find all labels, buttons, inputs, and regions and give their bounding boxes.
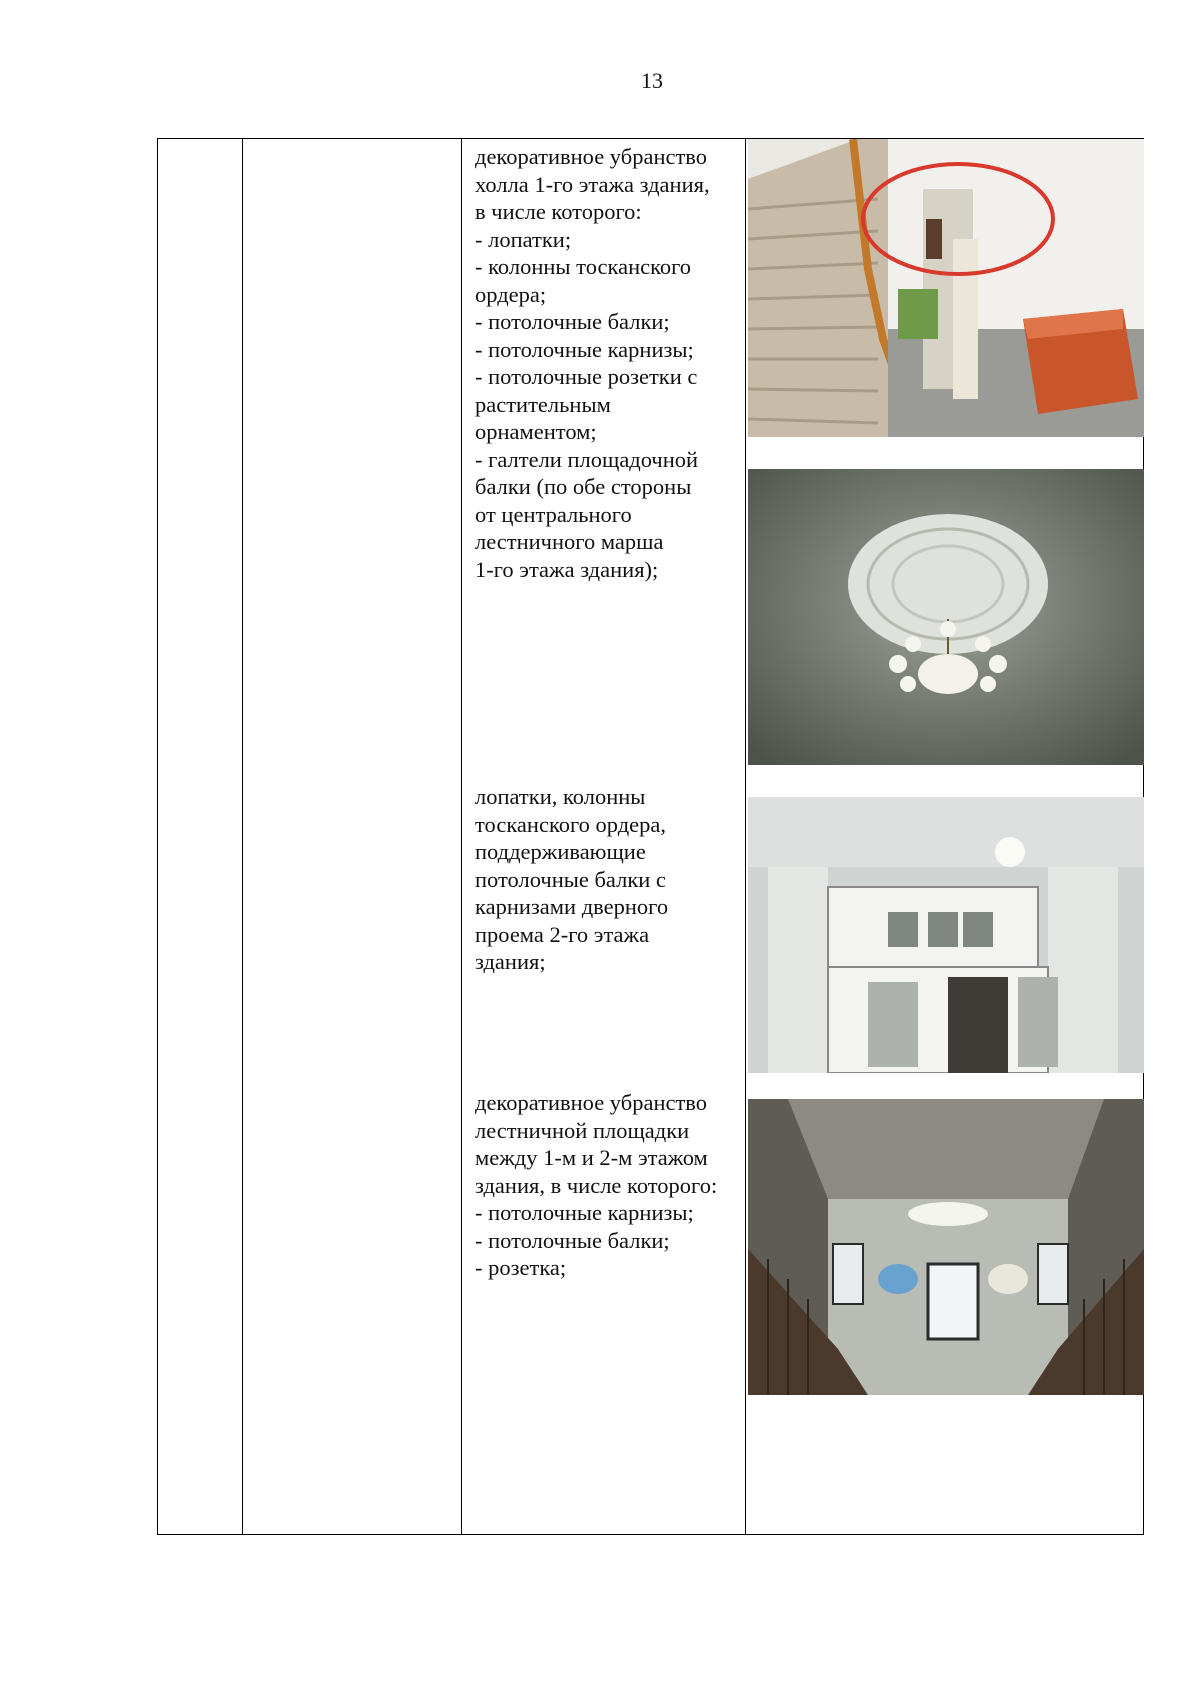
photo-ceiling-rosette [748, 469, 1144, 765]
column-divider [242, 139, 243, 1534]
objects-table [157, 138, 1144, 1535]
description-hall-1st-floor: декоративное убранство холла 1-го этажа здания, в числе которого: - лопатки; - колонны тосканского ордера; - потолочные балки; - потолочные карнизы; - потолочные розетки с растительным орнаментом; - галтели площадочной балки (по обе стороны от центрального лестничного марша 1-го этажа здания); [475, 144, 710, 582]
description-stair-landing: декоративное убранство лестничной площадки между 1-м и 2-м этажом здания, в числе которого: - потолочные карнизы; - потолочные балки; - розетка; [475, 1090, 718, 1280]
description-doorway-2nd-floor: лопатки, колонны тосканского ордера, поддерживающие потолочные балки с карнизами дверного проема 2-го этажа здания; [475, 784, 669, 974]
column-divider [745, 139, 746, 1534]
page-number: 13 [641, 68, 663, 93]
column-divider [461, 139, 462, 1534]
photo-doorway [748, 797, 1144, 1073]
photo-hall-staircase [748, 139, 1144, 437]
photo-stair-landing [748, 1099, 1144, 1395]
